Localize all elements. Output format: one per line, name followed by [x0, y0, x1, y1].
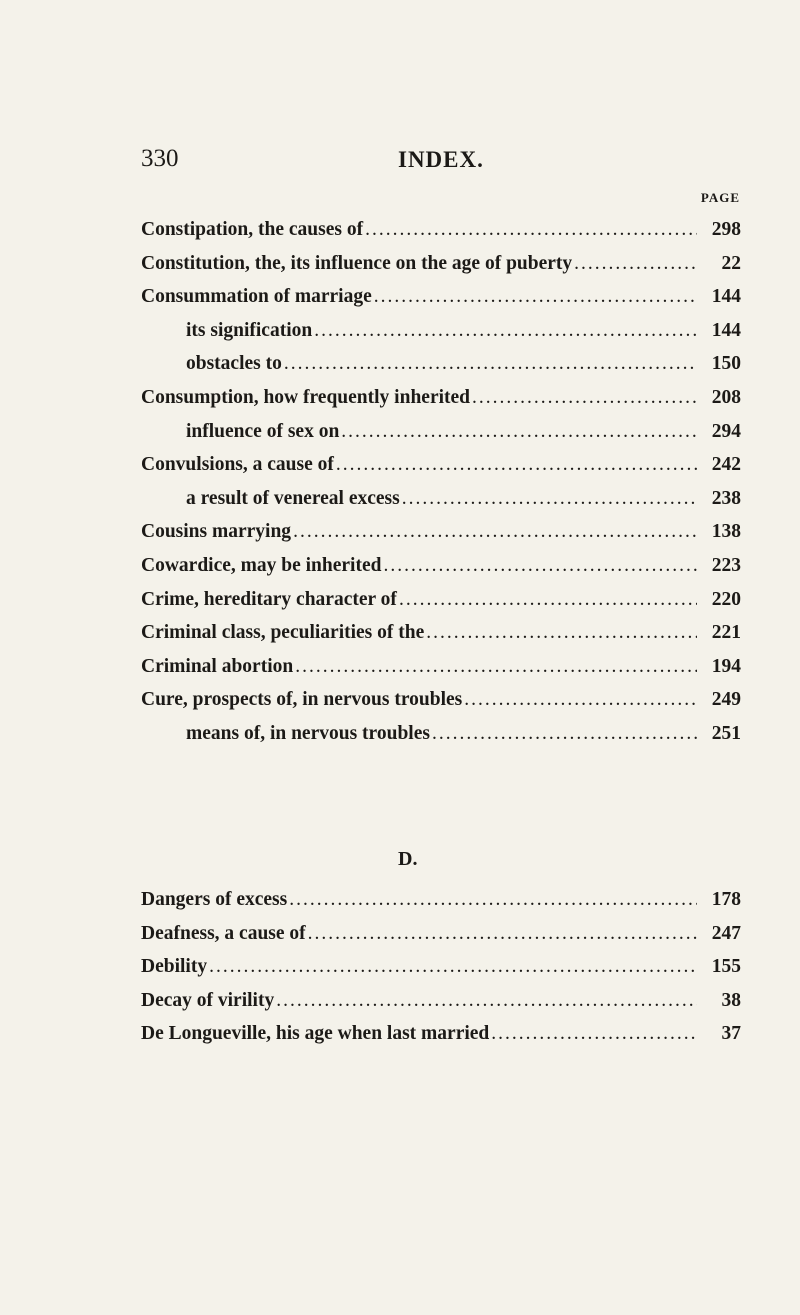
dot-leader	[336, 448, 697, 482]
entry-label: Cowardice, may be inherited	[141, 554, 382, 576]
entry-page-number: 150	[711, 353, 741, 375]
index-section-c	[141, 213, 741, 751]
dot-leader	[341, 415, 697, 449]
entry-label: influence of sex on	[186, 420, 340, 442]
entry-label: Cousins marrying	[141, 521, 292, 543]
entry-label: its signification	[186, 319, 313, 341]
index-entry	[141, 549, 741, 583]
entry-label: Decay of virility	[141, 989, 275, 1011]
entry-page-number: 220	[711, 588, 741, 610]
entry-page-number: 223	[711, 554, 741, 576]
running-head: INDEX.	[398, 147, 484, 172]
dot-leader	[399, 583, 697, 617]
entry-page-number: 221	[711, 622, 741, 644]
index-entry	[141, 1017, 741, 1051]
dot-leader	[374, 280, 697, 314]
dot-leader	[472, 381, 697, 415]
page-column-label: PAGE	[700, 190, 740, 205]
entry-page-number: 144	[711, 286, 741, 308]
entry-page-number: 144	[711, 319, 741, 341]
index-subentry	[141, 314, 741, 348]
dot-leader	[314, 314, 697, 348]
index-entry	[141, 984, 741, 1018]
entry-page-number: 251	[711, 722, 741, 744]
entry-label: Constipation, the causes of	[141, 219, 364, 240]
entry-label: De Longueville, his age when last married	[141, 1023, 490, 1045]
entry-label: means of, in nervous troubles	[186, 722, 430, 744]
dot-leader	[432, 717, 697, 751]
entry-page-number: 249	[711, 689, 741, 711]
index-entry	[141, 650, 741, 684]
entry-label: Consumption, how frequently inherited	[141, 386, 471, 408]
entry-page-number: 37	[721, 1023, 741, 1045]
entry-label: Constitution, the, its influence on the age of puberty	[141, 252, 573, 274]
entry-page-number: 208	[711, 386, 741, 408]
index-subentry	[141, 347, 741, 381]
dot-leader	[295, 650, 697, 684]
entry-label: Deafness, a cause of	[141, 922, 306, 944]
dot-leader	[276, 984, 697, 1018]
entry-label: a result of venereal excess	[186, 487, 400, 509]
dot-leader	[308, 917, 697, 951]
entry-label: Criminal class, peculiarities of the	[141, 622, 425, 644]
index-subentry	[141, 717, 741, 751]
dot-leader	[402, 482, 697, 516]
entry-label: Debility	[141, 956, 208, 978]
entry-page-number: 138	[711, 521, 741, 543]
index-entry	[141, 583, 741, 617]
dot-leader	[293, 515, 697, 549]
index-entry	[141, 448, 741, 482]
entry-page-number: 22	[721, 252, 741, 274]
index-entry	[141, 381, 741, 415]
dot-leader	[365, 213, 697, 247]
entry-label: Consummation of marriage	[141, 286, 372, 308]
index-entry	[141, 280, 741, 314]
entry-label: obstacles to	[186, 353, 282, 375]
entry-label: Cure, prospects of, in nervous troubles	[141, 689, 463, 711]
entry-label: Dangers of excess	[141, 889, 288, 910]
index-entry	[141, 883, 741, 917]
index-entry	[141, 213, 741, 247]
dot-leader	[426, 616, 697, 650]
index-entry	[141, 247, 741, 281]
dot-leader	[464, 683, 697, 717]
entry-page-number: 38	[721, 989, 741, 1011]
entry-page-number: 294	[711, 420, 741, 442]
index-entry	[141, 515, 741, 549]
entry-page-number: 298	[711, 219, 741, 240]
index-subentry	[141, 482, 741, 516]
dot-leader	[574, 247, 697, 281]
entry-page-number: 178	[711, 889, 741, 910]
entry-label: Criminal abortion	[141, 655, 294, 677]
entry-page-number: 242	[711, 454, 741, 476]
page-number: 330	[141, 145, 179, 172]
index-entry	[141, 616, 741, 650]
index-section-d	[141, 883, 741, 1051]
entry-label: Convulsions, a cause of	[141, 454, 334, 476]
dot-leader	[209, 950, 697, 984]
entry-page-number: 238	[711, 487, 741, 509]
index-entry	[141, 917, 741, 951]
index-entry	[141, 950, 741, 984]
index-subentry	[141, 415, 741, 449]
dot-leader	[491, 1017, 697, 1051]
letter-heading-d: D.	[398, 848, 418, 870]
dot-leader	[289, 883, 697, 917]
dot-leader	[383, 549, 697, 583]
entry-label: Crime, hereditary character of	[141, 588, 397, 610]
entry-page-number: 247	[711, 922, 741, 944]
dot-leader	[284, 347, 697, 381]
index-entry	[141, 683, 741, 717]
entry-page-number: 155	[711, 956, 741, 978]
entry-page-number: 194	[711, 655, 741, 677]
